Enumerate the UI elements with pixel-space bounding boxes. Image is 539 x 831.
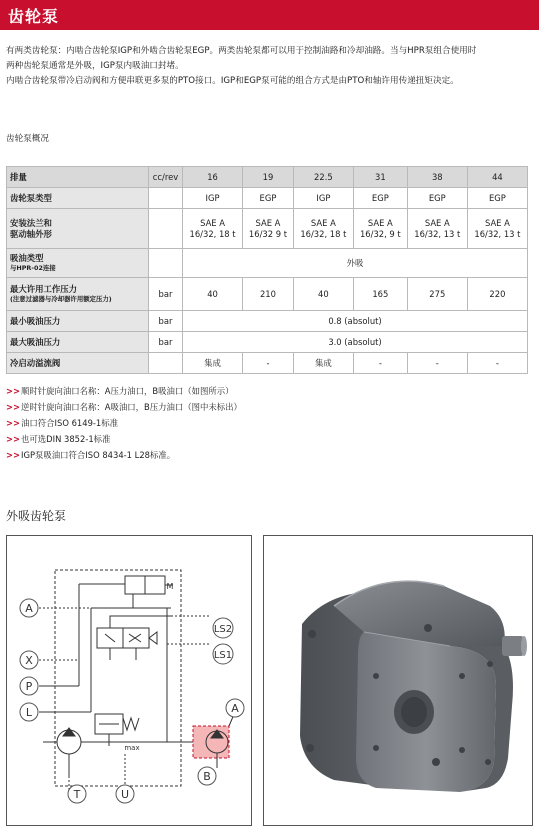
valve-box xyxy=(145,576,165,594)
label-m: M xyxy=(166,582,174,591)
value-cell: IGP xyxy=(293,188,353,209)
value-cell: EGP xyxy=(353,188,407,209)
value-cell: 3.0 (absolut) xyxy=(183,332,528,353)
spec-table xyxy=(6,166,528,374)
value-cell: 44 xyxy=(467,167,527,188)
port-label-x: X xyxy=(25,654,33,667)
value-cell: 外吸 xyxy=(183,249,528,278)
arrow-marker: >> xyxy=(6,386,21,396)
unit-cell xyxy=(149,353,183,374)
port-label-a-right: A xyxy=(231,702,239,715)
port-label-p: P xyxy=(25,680,33,693)
unit-cell: bar xyxy=(149,278,183,311)
unit-cell: cc/rev xyxy=(149,167,183,188)
value-cell xyxy=(353,209,407,249)
value-cell: 210 xyxy=(243,278,294,311)
value-cell: - xyxy=(243,353,294,374)
flange-line: 16/32 9 t xyxy=(248,228,287,239)
value-cell xyxy=(467,209,527,249)
port-label-b: B xyxy=(203,770,211,783)
section-heading: 外吸齿轮泵 xyxy=(6,509,67,523)
intro-line: 两种齿轮泵通常是外吸，IGP泵内吸油口封堵。 xyxy=(6,61,184,71)
flange-line: 16/32, 13 t xyxy=(474,228,521,239)
unit-cell xyxy=(149,188,183,209)
note-text: 顺时针旋向油口名称：A压力油口，B吸油口（如图所示） xyxy=(21,386,234,396)
label-max: max xyxy=(124,744,140,752)
value-cell: 38 xyxy=(407,167,467,188)
value-cell: - xyxy=(353,353,407,374)
value-cell: EGP xyxy=(243,188,294,209)
note-item xyxy=(6,399,242,415)
flange-line: SAE A xyxy=(310,217,336,228)
gear-pump-image xyxy=(263,535,533,826)
value-cell: 22.5 xyxy=(293,167,353,188)
arrow-marker: >> xyxy=(6,402,21,412)
note-item xyxy=(6,431,242,447)
row-label-line: 安装法兰和 xyxy=(10,217,52,228)
port-label-ls1: LS1 xyxy=(213,650,233,661)
table-row-displacement xyxy=(7,167,528,188)
value-cell: 31 xyxy=(353,167,407,188)
note-item xyxy=(6,383,242,399)
value-cell: 0.8 (absolut) xyxy=(183,311,528,332)
row-label-sub: 与HPR-02连接 xyxy=(10,264,56,272)
row-label: 最大吸油压力 xyxy=(7,332,149,353)
note-text: 逆时针旋向油口名称：A吸油口，B压力油口（图中未标出） xyxy=(21,402,242,412)
unit-cell xyxy=(149,209,183,249)
port-label-l: L xyxy=(25,706,33,719)
value-cell: EGP xyxy=(407,188,467,209)
solenoid-box xyxy=(125,576,145,594)
row-label xyxy=(7,278,149,311)
pump-illustration xyxy=(264,536,534,827)
row-label xyxy=(7,249,149,278)
row-label-main: 最大许用工作压力 xyxy=(10,284,77,294)
valve-right xyxy=(123,628,149,648)
value-cell: 16 xyxy=(183,167,243,188)
row-label: 排量 xyxy=(7,167,149,188)
unit-cell xyxy=(149,249,183,278)
row-label-line: 驱动轴外形 xyxy=(10,228,52,239)
table-row-flange xyxy=(7,209,528,249)
row-label-sub: (注意过滤器与冷却器许用额定压力) xyxy=(10,295,112,303)
flange-line: 16/32, 18 t xyxy=(300,228,347,239)
note-item xyxy=(6,447,242,463)
value-cell xyxy=(183,209,243,249)
drive-shaft xyxy=(502,636,524,656)
intro-line: 内啮合齿轮泵带冷启动阀和方便串联更多泵的PTO接口。IGP和EGP泵可能的组合方式是由PTO和轴许用传递扭矩决定。 xyxy=(6,76,459,86)
flange-line: SAE A xyxy=(424,217,450,228)
flange-line: SAE A xyxy=(367,217,393,228)
arrow-marker: >> xyxy=(6,418,21,428)
value-cell: IGP xyxy=(183,188,243,209)
port-label-a: A xyxy=(25,602,33,615)
value-cell: - xyxy=(407,353,467,374)
arrow-marker: >> xyxy=(6,434,21,444)
table-row-suction xyxy=(7,249,528,278)
port-label-u: U xyxy=(120,788,130,801)
schematic-svg xyxy=(7,536,253,827)
pump-highlight-box xyxy=(193,726,229,758)
flange-line: 16/32, 18 t xyxy=(189,228,236,239)
intro-text xyxy=(6,44,534,89)
arrow-marker: >> xyxy=(6,450,21,460)
note-text: IGP泵吸油口符合ISO 8434-1 L28标准。 xyxy=(21,450,176,460)
note-text: 油口符合ISO 6149-1标准 xyxy=(21,418,119,428)
overview-label: 齿轮泵概况 xyxy=(6,134,49,144)
page-title: 齿轮泵 xyxy=(8,7,60,26)
flange-line: SAE A xyxy=(200,217,225,228)
table-row-type xyxy=(7,188,528,209)
value-cell: 集成 xyxy=(293,353,353,374)
row-label: 冷启动溢流阀 xyxy=(7,353,149,374)
flange-line: SAE A xyxy=(255,217,281,228)
table-row-min-suction xyxy=(7,311,528,332)
notes-list xyxy=(6,383,242,463)
table-row-max-pressure xyxy=(7,278,528,311)
port-label-t: T xyxy=(73,788,81,801)
note-item xyxy=(6,415,242,431)
value-cell xyxy=(243,209,294,249)
flange-line: SAE A xyxy=(484,217,510,228)
value-cell xyxy=(293,209,353,249)
table-row-max-suction xyxy=(7,332,528,353)
hydraulic-schematic xyxy=(6,535,252,826)
value-cell xyxy=(407,209,467,249)
flange-line: 16/32, 9 t xyxy=(359,228,401,239)
value-cell: 40 xyxy=(293,278,353,311)
value-cell: 19 xyxy=(243,167,294,188)
flange-line: 16/32, 13 t xyxy=(414,228,461,239)
value-cell: 220 xyxy=(467,278,527,311)
dashed-enclosure xyxy=(55,570,181,786)
value-cell: 40 xyxy=(183,278,243,311)
unit-cell: bar xyxy=(149,332,183,353)
intro-line: 有两类齿轮泵：内啮合齿轮泵IGP和外啮合齿轮泵EGP。两类齿轮泵都可以用于控制油路和冷却油路。当与HPR泵组合使用时 xyxy=(6,46,477,56)
row-label-main: 吸油类型 xyxy=(10,253,44,263)
port-label-ls2: LS2 xyxy=(213,624,233,635)
value-cell: EGP xyxy=(467,188,527,209)
value-cell: 集成 xyxy=(183,353,243,374)
value-cell: - xyxy=(467,353,527,374)
value-cell: 275 xyxy=(407,278,467,311)
unit-cell: bar xyxy=(149,311,183,332)
row-label: 最小吸油压力 xyxy=(7,311,149,332)
row-label xyxy=(7,209,149,249)
table-row-cold-start xyxy=(7,353,528,374)
note-text: 也可选DIN 3852-1标准 xyxy=(21,434,111,444)
value-cell: 165 xyxy=(353,278,407,311)
header-bar xyxy=(0,0,539,30)
row-label: 齿轮泵类型 xyxy=(7,188,149,209)
